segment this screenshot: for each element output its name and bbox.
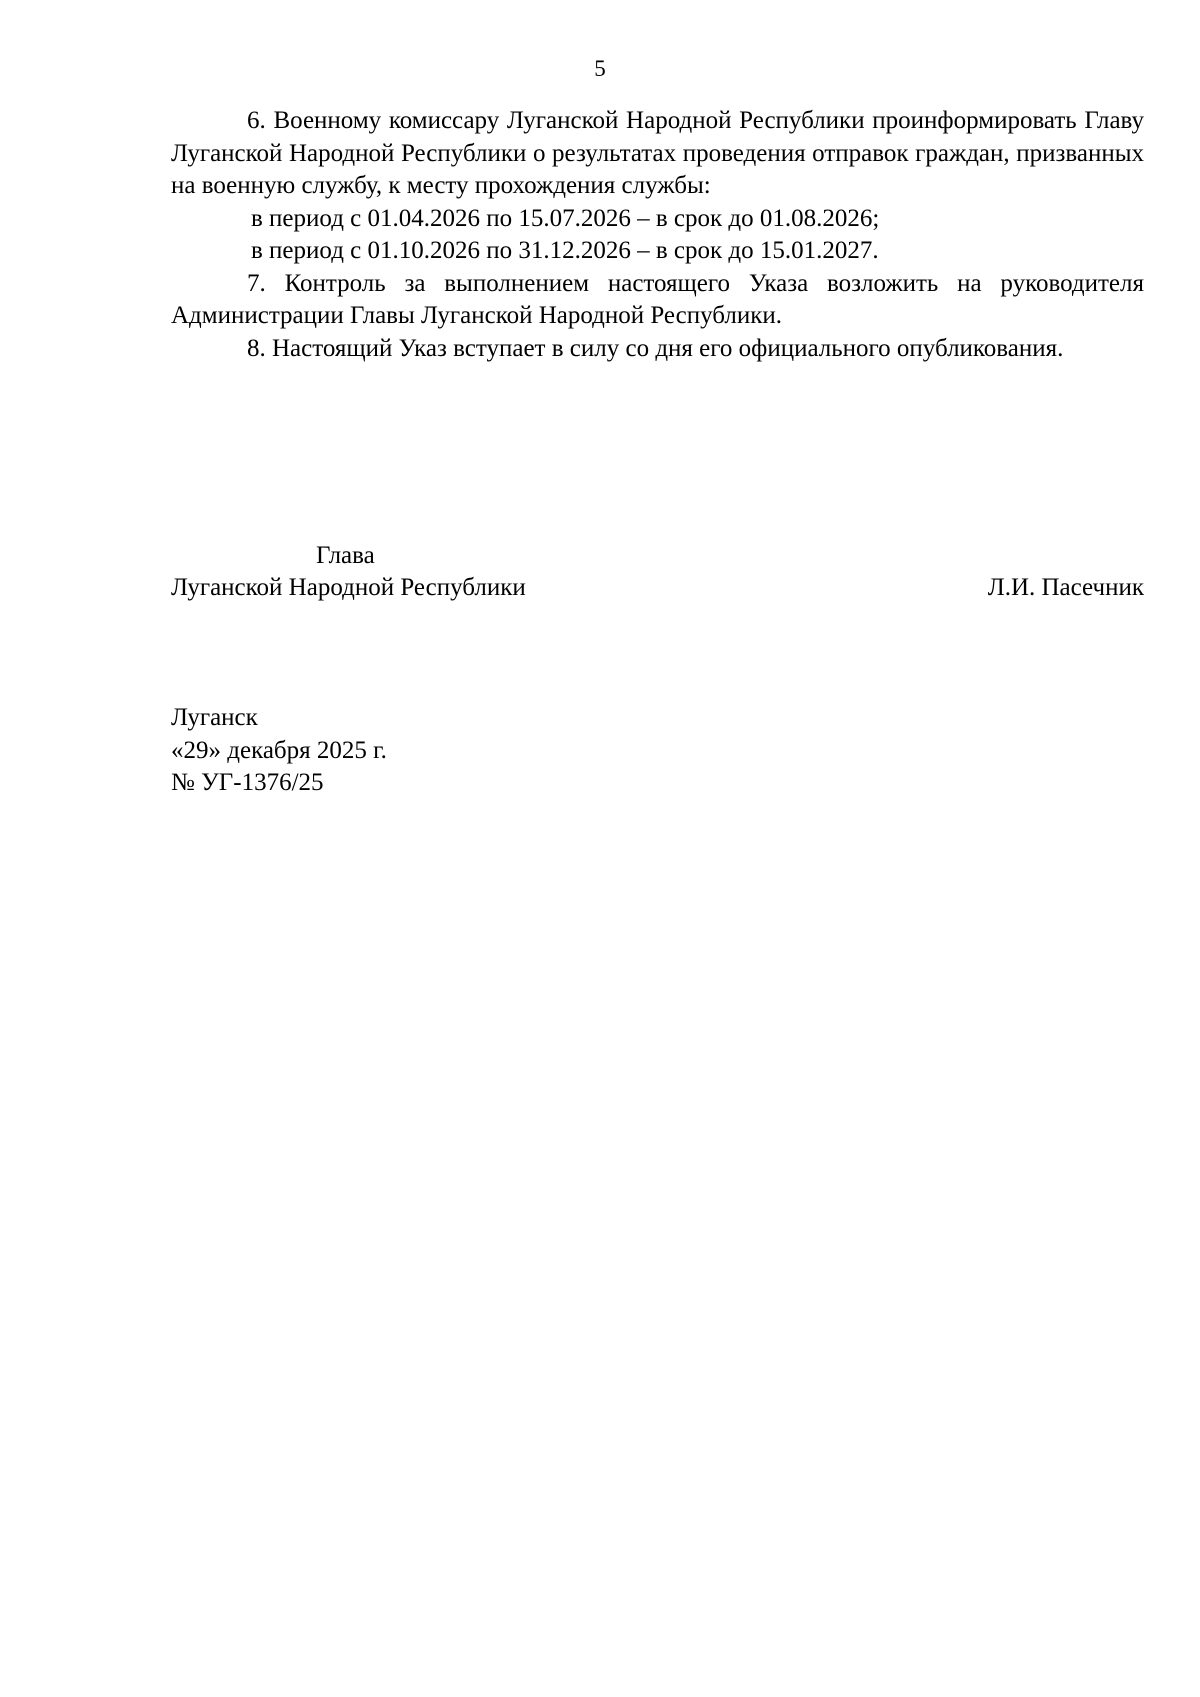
footer-number: № УГ-1376/25 bbox=[171, 769, 324, 796]
footer-city: Луганск bbox=[171, 704, 258, 731]
signature-title: Глава bbox=[316, 542, 375, 569]
paragraph-6: 6. Военному комиссару Луганской Народной Республики проинформировать Главу Луганской Народной Республики о результатах проведения отправок граждан, призванных на военную службу, к месту прохождения службы: bbox=[171, 107, 1144, 199]
document-body bbox=[171, 105, 1144, 365]
document-footer bbox=[171, 702, 387, 800]
paragraph-8: 8. Настоящий Указ вступает в силу со дня его официального опубликования. bbox=[247, 334, 1064, 362]
footer-date: «29» декабря 2025 г. bbox=[171, 736, 387, 764]
paragraph-6-item-2: в период с 01.10.2026 по 31.12.2026 – в срок до 15.01.2027. bbox=[251, 237, 879, 264]
page-number: 5 bbox=[594, 56, 606, 81]
paragraph-7: 7. Контроль за выполнением настоящего Указа возложить на руководителя Администрации Главы Луганской Народной Республики. bbox=[171, 269, 1144, 329]
signature-name: Л.И. Пасечник bbox=[987, 574, 1144, 601]
signature-organization: Луганской Народной Республики bbox=[171, 574, 526, 601]
paragraph-6-item-1: в период с 01.04.2026 по 15.07.2026 – в срок до 01.08.2026; bbox=[251, 204, 880, 232]
